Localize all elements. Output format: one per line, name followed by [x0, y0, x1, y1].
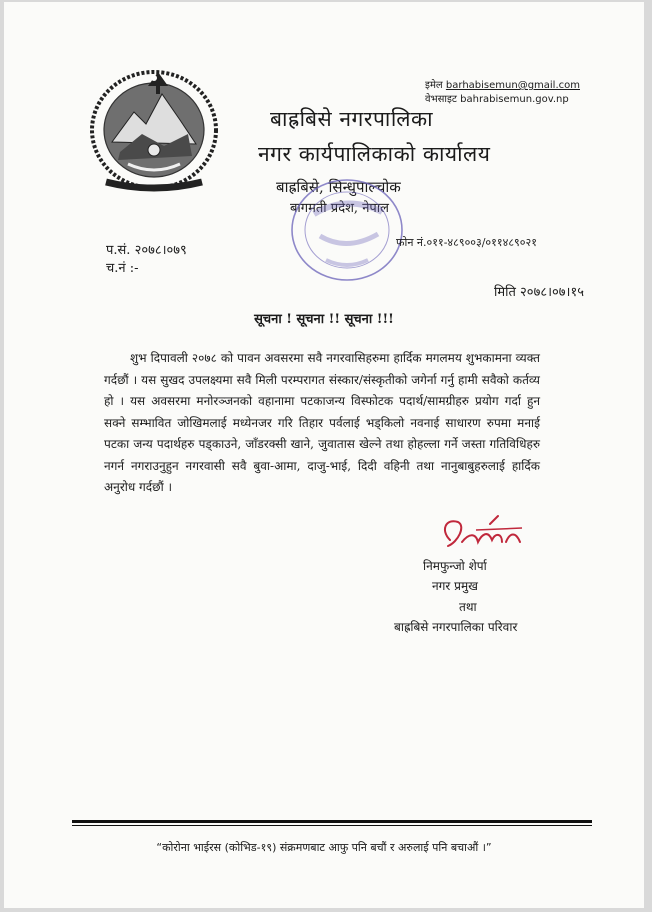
footer-rule-thin	[72, 825, 592, 826]
signatory-name: निमफुन्जो शेर्पा	[423, 559, 487, 573]
signatory-conjunction: तथा	[459, 600, 477, 614]
footer-slogan: “कोरोना भाईरस (कोभिड-१९) संक्रमणबाट आफु पनि बचौं र अरुलाई पनि बचाऔं ।”	[156, 841, 492, 854]
email-link[interactable]: barhabisemun@gmail.com	[445, 80, 580, 91]
signatory-title: नगर प्रमुख	[432, 579, 478, 593]
address-line-1: बाह्रबिसे, सिन्धुपाल्चोक	[276, 178, 401, 196]
reference-number: प.सं. २०७८।०७९	[106, 243, 187, 258]
website-label: वेभसाइट	[425, 94, 457, 105]
nepal-emblem-icon	[84, 64, 224, 194]
contact-block	[425, 79, 580, 107]
footer-rule	[72, 820, 592, 823]
signature-icon	[436, 512, 528, 554]
website-row	[425, 93, 580, 107]
phone-number: फोन नं.०११-४८९००३/०११४८९०२१	[396, 236, 537, 249]
address-line-2: बागमती प्रदेश, नेपाल	[290, 201, 389, 216]
notice-body: शुभ दिपावली २०७८ को पावन अवसरमा सवै नगरवासिहरुमा हार्दिक मगलमय शुभकामना व्यक्त गर्दछौं । यस सुखद उपलक्ष्यमा सवै मिली परम्परागत संस्कार/संस्कृतीको जगेर्ना गर्नु हामी सवैको कर्तव्य हो । यस अवसरमा मनोरञ्जनको वहानामा पटकाजन्य विस्फोटक पदार्थ/सामग्रीहरु प्रयोग गर्दा हुन सक्ने सम्भावित जोखिमलाई मध्येनजर गरि तिहार पर्वलाई भड्किलो नवनाई साधारण रुपमा मनाई पटका जन्य पदार्थहरु पड्काउने, जाँडरक्सी खाने, जुवातास खेल्ने तथा होहल्ला गर्ने जस्ता गतिविधिहरु नगर्न नगराउनुहुन नगरवासी सवै बुवा-आमा, दाजु-भाई, दिदी वहिनी तथा नानुबाबुहरुलाई हार्दिक अनुरोध गर्दछौं ।	[104, 351, 540, 494]
office-stamp-icon	[286, 174, 408, 286]
dispatch-number: च.नं :-	[106, 261, 139, 276]
letter-page	[4, 2, 644, 908]
website-link[interactable]: bahrabisemun.gov.np	[460, 94, 569, 105]
email-label: इमेल	[425, 80, 443, 91]
email-row	[425, 79, 580, 93]
org-name: बाह्रबिसे नगरपालिका	[270, 107, 434, 131]
letter-date: मिति २०७८।०७।१५	[494, 285, 584, 300]
notice-heading: सूचना ! सूचना !! सूचना !!!	[254, 312, 394, 327]
signatory-family: बाह्रबिसे नगरपालिका परिवार	[394, 620, 518, 634]
office-name: नगर कार्यपालिकाको कार्यालय	[258, 142, 491, 166]
